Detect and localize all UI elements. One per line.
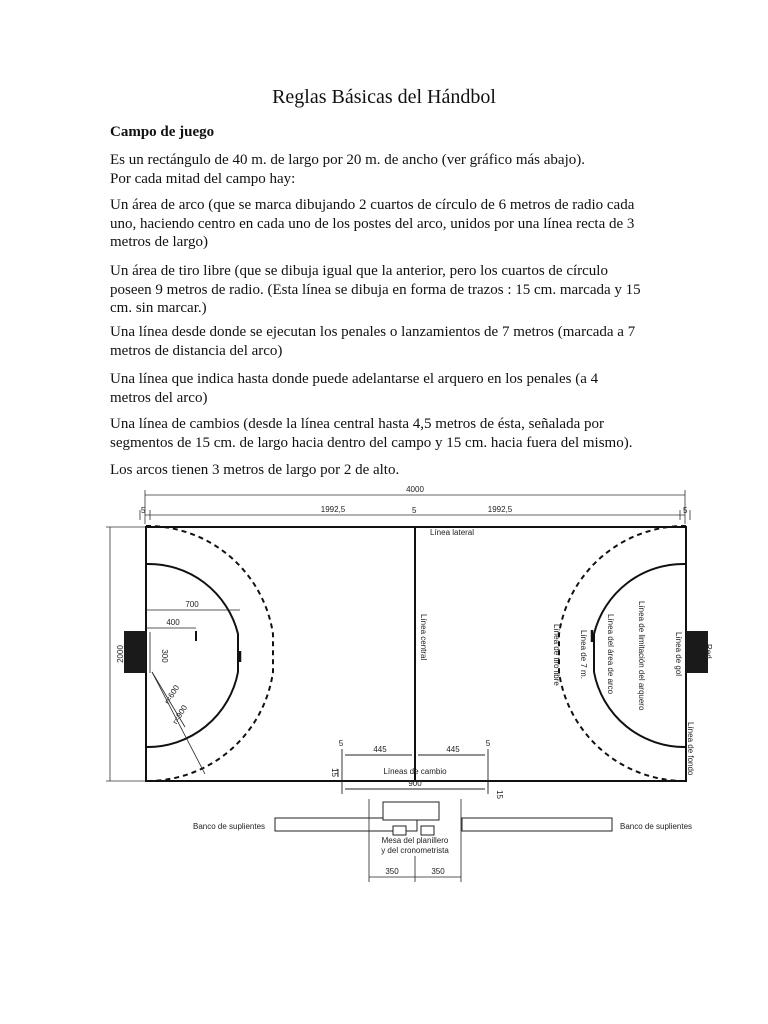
label-700: 700 xyxy=(185,600,199,609)
label-445-left: 445 xyxy=(373,745,387,754)
label-linea-area-arco: Línea del área de arco xyxy=(606,614,615,695)
paragraph-line: Los arcos tienen 3 metros de largo por 2 de alto. xyxy=(110,462,400,478)
label-linea-gol: Línea de gol xyxy=(674,632,683,677)
page-title: Reglas Básicas del Hándbol xyxy=(272,86,496,108)
label-mesa-1: Mesa del planillero xyxy=(381,836,449,845)
label-banco-izq: Banco de suplientes xyxy=(193,822,266,831)
paragraph xyxy=(110,196,670,252)
court-diagram xyxy=(100,484,713,884)
right-goal-area xyxy=(559,526,686,781)
paragraph-line: uno, haciendo centro en cada uno de los postes del arco, unidos por una línea recta de 3 xyxy=(110,215,635,232)
label-5-sub-right: 5 xyxy=(485,739,491,748)
label-half-left: 1992,5 xyxy=(320,505,346,514)
label-linea-tiro-libre: Línea de tiro libre xyxy=(552,624,561,686)
paragraph-line: metros del arco) xyxy=(110,389,208,406)
paragraph xyxy=(110,415,670,452)
label-15-left: 15 xyxy=(330,768,339,777)
bench-right xyxy=(462,818,612,831)
label-line-width-right: 5 xyxy=(683,506,688,515)
label-r600: r=600 xyxy=(162,683,182,706)
paragraph-line: Es un rectángulo de 40 m. de largo por 20 m. de ancho (ver gráfico más abajo). xyxy=(110,152,585,168)
label-5-sub-left: 5 xyxy=(338,739,344,748)
scorer-table xyxy=(383,802,439,820)
inner-dimension-lines xyxy=(146,610,240,774)
label-line-width-center: 5 xyxy=(412,506,417,515)
label-300: 300 xyxy=(160,649,169,663)
label-r900: r=900 xyxy=(170,703,190,726)
label-banco-der: Banco de suplientes xyxy=(620,822,693,831)
left-goal-net xyxy=(124,631,146,673)
label-445-right: 445 xyxy=(446,745,460,754)
label-court-width: 2000 xyxy=(116,645,125,663)
label-linea-lateral: Línea lateral xyxy=(430,528,475,537)
label-400: 400 xyxy=(166,618,180,627)
paragraph xyxy=(110,461,670,480)
scorer-chair-right xyxy=(421,826,434,835)
paragraph-line: Una línea de cambios (desde la línea central hasta 4,5 metros de ésta, señalada por xyxy=(110,416,604,432)
scorer-chair-left xyxy=(393,826,406,835)
paragraph xyxy=(110,323,670,360)
paragraph-line: segmentos de 15 cm. de largo hacia dentro del campo y 15 cm. hacia fuera del mismo). xyxy=(110,434,633,451)
label-total-length: 4000 xyxy=(406,485,424,494)
label-15-right: 15 xyxy=(495,790,504,799)
paragraph xyxy=(110,151,670,188)
paragraph-line: Una línea que indica hasta donde puede adelantarse el arquero en los penales (a 4 xyxy=(110,371,599,387)
label-linea-7m: Línea de 7 m. xyxy=(579,630,588,679)
label-red: Red xyxy=(704,644,713,659)
label-half-right: 1992,5 xyxy=(487,505,513,514)
label-linea-central: Línea central xyxy=(419,614,428,661)
section-heading: Campo de juego xyxy=(110,124,215,140)
paragraph-line: metros de distancia del arco) xyxy=(110,342,283,359)
paragraph-line: metros de largo) xyxy=(110,234,209,250)
paragraph-line: Por cada mitad del campo hay: xyxy=(110,170,296,187)
label-linea-fondo: Línea de fondo xyxy=(686,722,695,776)
label-900: 900 xyxy=(408,779,422,788)
paragraph-line: Una línea desde donde se ejecutan los penales o lanzamientos de 7 metros (marcada a 7 xyxy=(110,324,636,340)
label-lineas-cambio: Líneas de cambio xyxy=(383,767,447,776)
label-line-width-left: 5 xyxy=(141,506,146,515)
label-350-right: 350 xyxy=(431,867,445,876)
paragraph-line: poseen 9 metros de radio. (Esta línea se dibuja en forma de trazos : 15 cm. marcada y 15 xyxy=(110,281,641,298)
label-350-left: 350 xyxy=(385,867,399,876)
label-mesa-2: y del cronometrista xyxy=(381,846,449,855)
paragraph xyxy=(110,370,670,407)
paragraph-line: Un área de arco (que se marca dibujando 2 cuartos de círculo de 6 metros de radio cada xyxy=(110,197,635,213)
paragraph xyxy=(110,262,670,318)
label-linea-limitacion: Línea de limitación del arquero xyxy=(637,601,646,711)
paragraph-line: Un área de tiro libre (que se dibuja igual que la anterior, pero los cuartos de círculo xyxy=(110,263,608,279)
paragraph-line: cm. sin marcar.) xyxy=(110,300,207,316)
